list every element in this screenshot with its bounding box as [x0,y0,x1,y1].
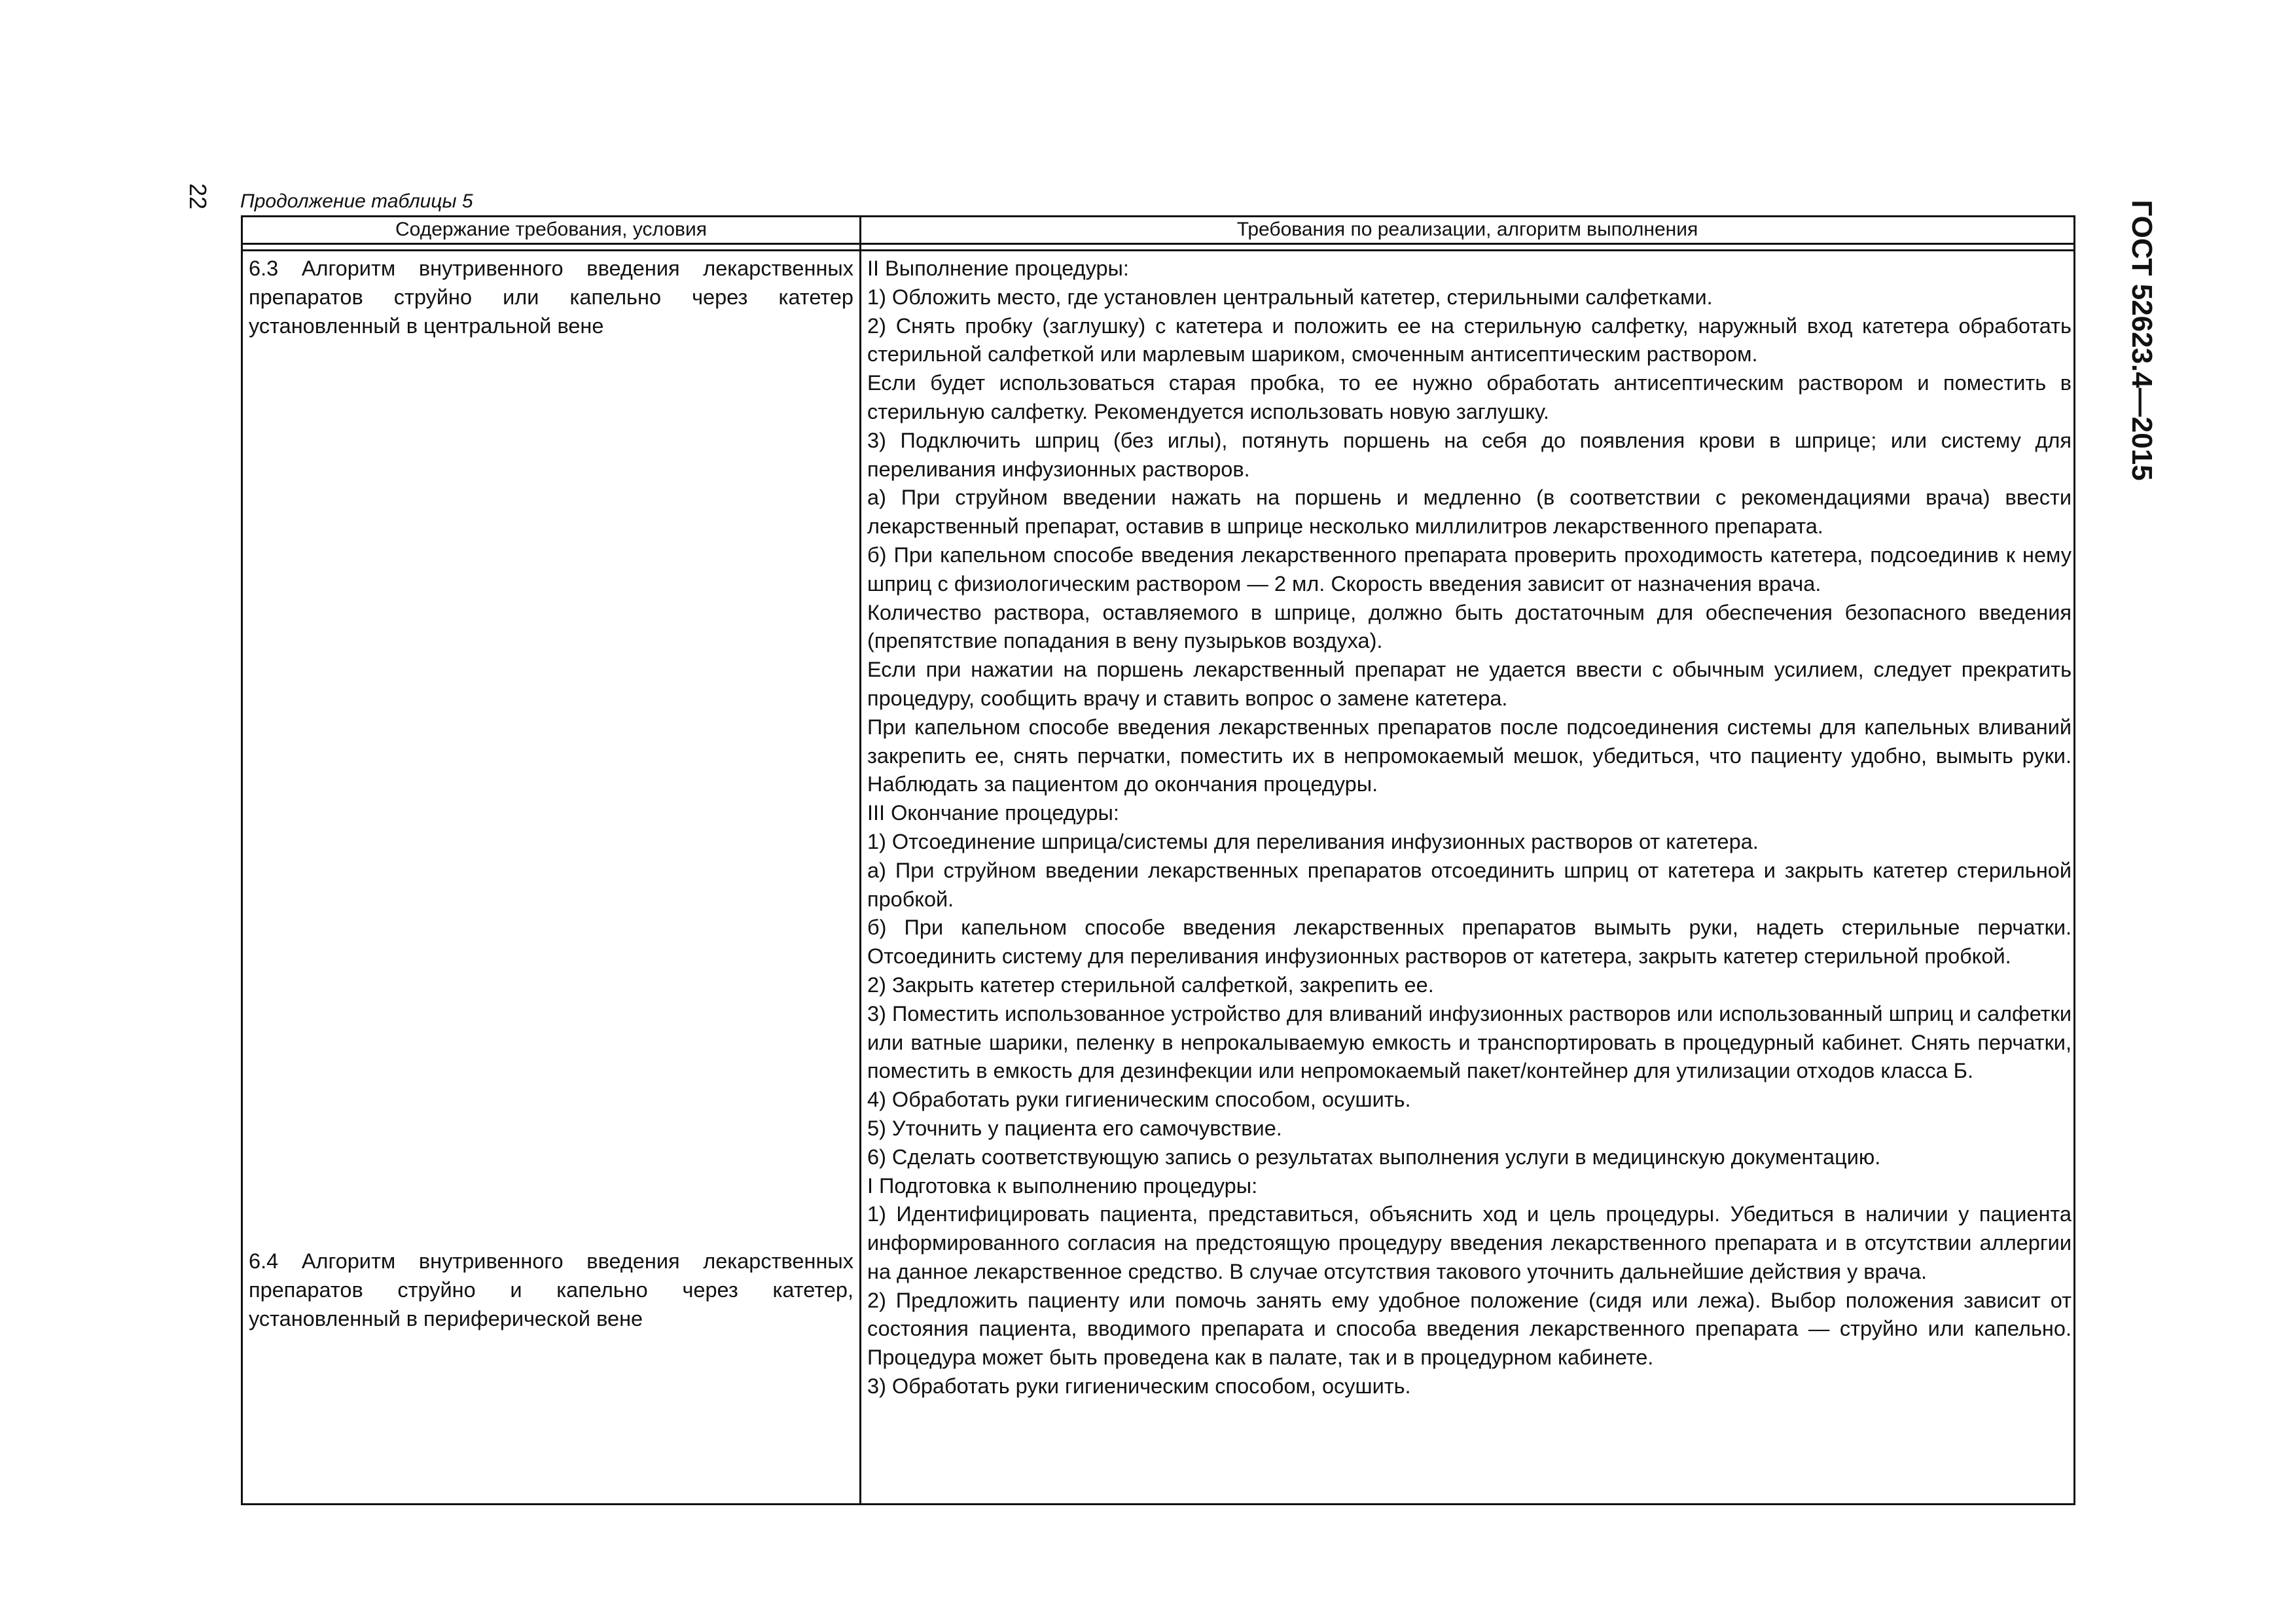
paragraph: б) При капельном способе введения лекарственного препарата проверить проходимость катетера, подсоединив к нему шприц с физиологическим раствором — 2 мл. Скорость введения зависит от назначения врача. [867,543,2072,596]
paragraph: II Выполнение процедуры: [867,257,1129,280]
paragraph: б) При капельном способе введения лекарственных препаратов вымыть руки, надеть стерильные перчатки. Отсоединить систему для переливания инфузионных растворов от катетера, закрыть катетер стерильной пробкой. [867,916,2072,969]
header-rule [241,243,2075,245]
paragraph: 1) Идентифицировать пациента, представиться, объяснить ход и цель процедуры. Убедиться в наличии у пациента информированного согласия на предстоящую процедуру введения лекарственного препарата и в отсутствии аллергии на данное лекарственное средство. В случае отсутствия такового уточнить дальнейшие действия у врача. [867,1202,2072,1283]
document-code: ГОСТ 52623.4—2015 [2126,200,2158,481]
table-caption: Продолжение таблицы 5 [240,190,473,212]
paragraph: При капельном способе введения лекарственных препаратов после подсоединения системы для капельных вливаний закрепить ее, снять перчатки, поместить их в непромокаемый мешок, убедиться, что пациенту удобно, вымыть руки. Наблюдать за пациентом до окончания процедуры. [867,715,2072,796]
requirement-cell-6-4: 6.4 Алгоритм внутривенного введения лекарственных препаратов струйно и капельно через катетер, установленный в периферической вене [249,1249,853,1330]
paragraph: Если при нажатии на поршень лекарственный препарат не удается ввести с обычным усилием, следует прекратить процедуру, сообщить врачу и ставить вопрос о замене катетера. [867,658,2072,710]
paragraph: 2) Снять пробку (заглушку) с катетера и положить ее на стерильную салфетку, наружный вход катетера обработать стерильной салфеткой или марлевым шариком, смоченным антисептическим раствором. [867,313,2072,366]
paragraph: 1) Отсоединение шприца/системы для переливания инфузионных растворов от катетера. [867,829,1759,853]
column-divider [859,215,861,1505]
page-number: 22 [185,183,211,210]
column-header-implementation: Требования по реализации, алгоритм выполнения [1236,219,1698,240]
header-rule-double [241,249,2075,251]
paragraph: 2) Закрыть катетер стерильной салфеткой, закрепить ее. [867,972,1434,997]
paragraph: 6) Сделать соответствующую запись о результатах выполнения услуги в медицинскую документацию. [867,1145,1881,1169]
paragraph: а) При струйном введении нажать на поршень и медленно (в соответствии с рекомендациями врача) ввести лекарственный препарат, оставив в шприце несколько миллилитров лекарственного препарата. [867,486,2072,539]
column-header-requirement: Содержание требования, условия [395,219,707,240]
paragraph: 3) Обработать руки гигиеническим способом, осушить. [867,1374,1411,1399]
implementation-cell [867,255,2072,1401]
paragraph: 1) Обложить место, где установлен центральный катетер, стерильными салфетками. [867,285,1713,309]
paragraph: I Подготовка к выполнению процедуры: [867,1173,1258,1198]
paragraph: 4) Обработать руки гигиеническим способом, осушить. [867,1088,1411,1112]
paragraph: 2) Предложить пациенту или помочь занять ему удобное положение (сидя или лежа). Выбор положения зависит от состояния пациента, вводимого препарата и способа введения лекарственного препарата — струйно или капельно. Процедура может быть проведена как в палате, так и в процедурном кабинете. [867,1288,2072,1370]
paragraph: 3) Поместить использованное устройство для вливаний инфузионных растворов или использованный шприц и салфетки или ватные шарики, пеленку в непрокалываемую емкость и транспортировать в процедурный кабинет. Снять перчатки, поместить в емкость для дезинфекции или непромокаемый пакет/контейнер для утилизации отходов класса Б. [867,1001,2072,1083]
paragraph: III Окончание процедуры: [867,801,1119,825]
paragraph: Количество раствора, оставляемого в шприце, должно быть достаточным для обеспечения безопасного введения (препятствие попадания в вену пузырьков воздуха). [867,600,2072,653]
paragraph: 5) Уточнить у пациента его самочувствие. [867,1116,1282,1140]
paragraph: Если будет использоваться старая пробка, то ее нужно обработать антисептическим раствором и поместить в стерильную салфетку. Рекомендуется использовать новую заглушку. [867,371,2072,423]
requirement-cell-6-3: 6.3 Алгоритм внутривенного введения лекарственных препаратов струйно или капельно через катетер установленный в центральной вене [249,257,853,338]
paragraph: а) При струйном введении лекарственных препаратов отсоединить шприц от катетера и закрыть катетер стерильной пробкой. [867,858,2072,911]
paragraph: 3) Подключить шприц (без иглы), потянуть поршень на себя до появления крови в шприце; или систему для переливания инфузионных растворов. [867,428,2072,481]
